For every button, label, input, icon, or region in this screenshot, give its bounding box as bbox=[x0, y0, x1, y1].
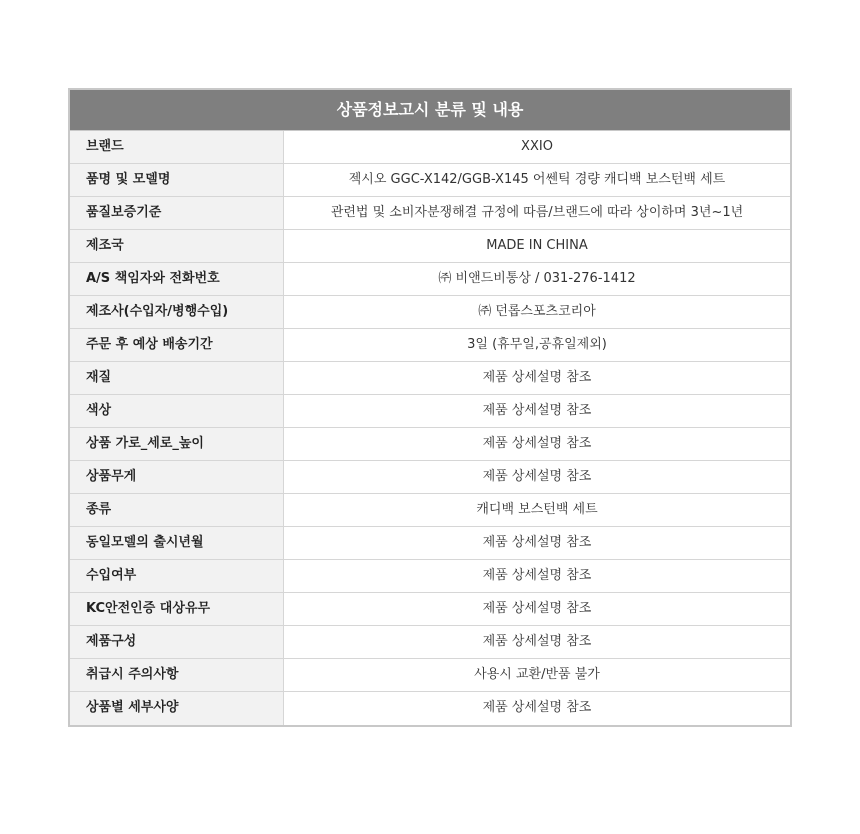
row-value: 제품 상세설명 참조 bbox=[284, 362, 790, 394]
row-label: A/S 책임자와 전화번호 bbox=[70, 263, 284, 295]
table-body bbox=[70, 131, 790, 725]
table-row bbox=[70, 263, 790, 296]
table-row bbox=[70, 197, 790, 230]
table-row bbox=[70, 626, 790, 659]
row-value: 젝시오 GGC-X142/GGB-X145 어쎈틱 경량 캐디백 보스턴백 세트 bbox=[284, 164, 790, 196]
table-row bbox=[70, 362, 790, 395]
table-row bbox=[70, 329, 790, 362]
row-value: 캐디백 보스턴백 세트 bbox=[284, 494, 790, 526]
row-label: KC안전인증 대상유무 bbox=[70, 593, 284, 625]
table-row bbox=[70, 461, 790, 494]
product-info-table bbox=[68, 88, 792, 727]
row-label: 제조사(수입자/병행수입) bbox=[70, 296, 284, 328]
row-label: 종류 bbox=[70, 494, 284, 526]
row-value: 제품 상세설명 참조 bbox=[284, 461, 790, 493]
table-row bbox=[70, 560, 790, 593]
table-row bbox=[70, 428, 790, 461]
row-label: 주문 후 예상 배송기간 bbox=[70, 329, 284, 361]
row-label: 색상 bbox=[70, 395, 284, 427]
table-row bbox=[70, 230, 790, 263]
row-label: 재질 bbox=[70, 362, 284, 394]
row-label: 제품구성 bbox=[70, 626, 284, 658]
table-row bbox=[70, 131, 790, 164]
table-title: 상품정보고시 분류 및 내용 bbox=[70, 90, 790, 131]
row-label: 동일모델의 출시년월 bbox=[70, 527, 284, 559]
table-row bbox=[70, 692, 790, 725]
row-value: 관련법 및 소비자분쟁해결 규정에 따름/브랜드에 따라 상이하며 3년~1년 bbox=[284, 197, 790, 229]
table-row bbox=[70, 164, 790, 197]
row-label: 상품 가로_세로_높이 bbox=[70, 428, 284, 460]
row-label: 수입여부 bbox=[70, 560, 284, 592]
row-label: 취급시 주의사항 bbox=[70, 659, 284, 691]
table-row bbox=[70, 395, 790, 428]
row-label: 제조국 bbox=[70, 230, 284, 262]
table-row bbox=[70, 593, 790, 626]
row-value: 제품 상세설명 참조 bbox=[284, 692, 790, 725]
table-row bbox=[70, 527, 790, 560]
row-label: 브랜드 bbox=[70, 131, 284, 163]
row-label: 상품무게 bbox=[70, 461, 284, 493]
row-value: ㈜ 던롭스포츠코리아 bbox=[284, 296, 790, 328]
row-value: 사용시 교환/반품 불가 bbox=[284, 659, 790, 691]
row-value: 제품 상세설명 참조 bbox=[284, 527, 790, 559]
row-value: 제품 상세설명 참조 bbox=[284, 560, 790, 592]
row-value: ㈜ 비앤드비통상 / 031-276-1412 bbox=[284, 263, 790, 295]
row-label: 상품별 세부사양 bbox=[70, 692, 284, 725]
table-row bbox=[70, 494, 790, 527]
row-value: 제품 상세설명 참조 bbox=[284, 395, 790, 427]
table-row bbox=[70, 659, 790, 692]
row-label: 품질보증기준 bbox=[70, 197, 284, 229]
row-value: 제품 상세설명 참조 bbox=[284, 593, 790, 625]
row-value: 3일 (휴무일,공휴일제외) bbox=[284, 329, 790, 361]
row-value: XXIO bbox=[284, 131, 790, 163]
row-value: 제품 상세설명 참조 bbox=[284, 626, 790, 658]
row-value: 제품 상세설명 참조 bbox=[284, 428, 790, 460]
table-row bbox=[70, 296, 790, 329]
row-value: MADE IN CHINA bbox=[284, 230, 790, 262]
row-label: 품명 및 모델명 bbox=[70, 164, 284, 196]
